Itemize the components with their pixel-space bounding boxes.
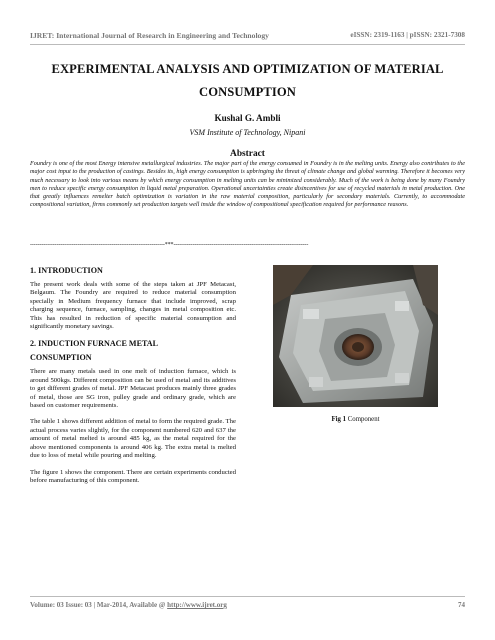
author-affiliation: VSM Institute of Technology, Nipani <box>189 128 306 137</box>
page-footer <box>30 596 465 609</box>
page-number: 74 <box>458 601 465 609</box>
figure-caption-label: Fig 1 <box>331 416 347 423</box>
section-2-paragraph-2: The table 1 shows different addition of metal to form the required grade. The actual process varies slightly, for the component numbered 620 and 637 the amount of metal melted is around 485 kg, as the metal required for the above mentioned components is around 406 kg. The extra metal is melted due to loss of metal while pouring and melting. <box>30 418 236 460</box>
footer-citation <box>30 601 227 609</box>
component-photo <box>273 265 438 407</box>
journal-url-link[interactable]: http://www.ijret.org <box>167 601 227 609</box>
section-2-paragraph-1: There are many metals used in one melt of induction furnace, which is around 500kgs. Different composition can be used of metal and its additives to get different grades of metal. JPF Metacast produces mainly three grades of metal, those are SG iron, pulley grade and ordinary grade, which are based on customer requirements. <box>30 368 236 410</box>
figure-caption <box>273 416 438 423</box>
title-line-1: EXPERIMENTAL ANALYSIS AND OPTIMIZATION OF MATERIAL <box>51 62 444 76</box>
left-column <box>30 266 236 493</box>
section-separator: -----------------------------------------------------------------------***----------------------------------------------------------------------- <box>30 242 309 248</box>
section-2-heading <box>30 339 236 363</box>
author-name: Kushal G. Ambli <box>214 113 281 123</box>
section-1-paragraph: The present work deals with some of the steps taken at JPF Metacast, Belgaum. The Foundry are required to reduce material consumption specially in Medium frequency furnace that include improved, scrap charging sequence, furnace, sampling, changes in metal composition etc. This has resulted in reduction of specific material consumption and significantly monetary savings. <box>30 281 236 331</box>
journal-name: IJRET: International Journal of Research in Engineering and Technology <box>30 31 269 40</box>
section-2-heading-line-2: CONSUMPTION <box>30 353 92 363</box>
abstract-text: Foundry is one of the most Energy intensive metallurgical industries. The major part of the energy consumed in Foundry is in the melting units. Energy also contributes to the major cost input to the production of castings. Besides its, high energy consumption is upbringing the threat of climate change and global warming. Therefore it becomes very much necessary to look into various means by which energy consumption in melting units can be minimized considerably. Much of the work is being done by many Foundry men to reduce specific energy consumption in liquid metal preparation. Operational uncertainties create disincentives for use of recycled materials in metal production. One that greatly influences remelter batch optimization is variation in the raw material composition, particularly for secondary materials. Currently, to accommodate compositional variation, firms commonly set production targets well inside the window of compositional specification required for performance reasons. <box>30 160 465 209</box>
abstract-heading: Abstract <box>230 149 265 159</box>
component-casting-illustration <box>273 265 438 407</box>
section-1-heading: 1. INTRODUCTION <box>30 266 103 275</box>
section-2-heading-line-1: 2. INDUCTION FURNACE METAL <box>30 339 159 349</box>
paper-title <box>30 58 465 104</box>
footer-citation-text: Volume: 03 Issue: 03 | Mar-2014, Available @ <box>30 601 166 609</box>
section-2-paragraph-3: The figure 1 shows the component. There are certain experiments conducted before manufacturing of this component. <box>30 468 236 484</box>
running-header <box>30 31 465 45</box>
title-line-2: CONSUMPTION <box>199 85 296 99</box>
figure-caption-text: Component <box>347 416 380 423</box>
issn-text: eISSN: 2319-1163 | pISSN: 2321-7308 <box>350 31 465 39</box>
